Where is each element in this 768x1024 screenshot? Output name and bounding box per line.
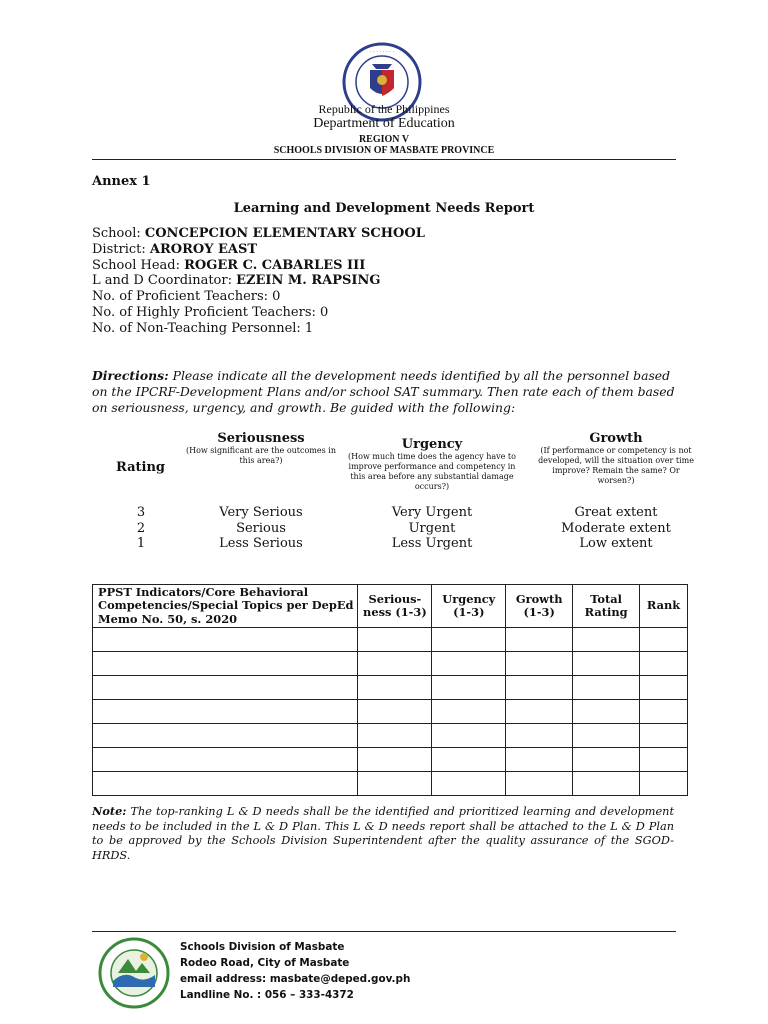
table-cell[interactable] xyxy=(573,748,640,772)
republic-text: Republic of the Philippines xyxy=(318,102,450,116)
table-cell[interactable] xyxy=(640,676,688,700)
coordinator-line: L and D Coordinator: EZEIN M. RAPSING xyxy=(92,273,381,289)
col-header-urgency: Urgency (1-3) xyxy=(432,585,506,628)
table-cell[interactable] xyxy=(432,724,506,748)
table-cell[interactable] xyxy=(93,628,358,652)
table-cell[interactable] xyxy=(573,676,640,700)
table-cell[interactable] xyxy=(93,676,358,700)
footer-email: email address: masbate@deped.gov.ph xyxy=(180,973,411,985)
col-header-growth: Growth (1-3) xyxy=(506,585,573,628)
growth-header: Growth (If performance or competency is not developed, will the situation over time improve? Remain the same? Or worsen?) xyxy=(538,431,694,485)
svg-text:· · · · · · · ·: · · · · · · · · xyxy=(370,49,394,55)
rating-numbers: 3 2 1 xyxy=(136,505,146,552)
table-cell[interactable] xyxy=(432,748,506,772)
col-header-rank: Rank xyxy=(640,585,688,628)
table-row xyxy=(93,676,688,700)
district-line: District: AROROY EAST xyxy=(92,241,258,257)
table-cell[interactable] xyxy=(640,724,688,748)
table-cell[interactable] xyxy=(640,748,688,772)
table-cell[interactable] xyxy=(358,700,432,724)
table-cell[interactable] xyxy=(573,700,640,724)
urgency-header: Urgency (How much time does the agency have to improve performance and competency in this area before any substantial damage occurs?) xyxy=(348,437,516,491)
table-row xyxy=(93,652,688,676)
table-cell[interactable] xyxy=(432,772,506,796)
table-row xyxy=(93,700,688,724)
footer-address: Rodeo Road, City of Masbate xyxy=(180,957,350,969)
urgency-levels: Very Urgent Urgent Less Urgent xyxy=(391,505,473,552)
table-cell[interactable] xyxy=(358,772,432,796)
col-header-seriousness: Serious-ness (1-3) xyxy=(358,585,432,628)
table-cell[interactable] xyxy=(93,724,358,748)
table-cell[interactable] xyxy=(432,700,506,724)
table-cell[interactable] xyxy=(573,628,640,652)
table-cell[interactable] xyxy=(573,724,640,748)
table-cell[interactable] xyxy=(93,772,358,796)
table-cell[interactable] xyxy=(93,700,358,724)
table-cell[interactable] xyxy=(432,676,506,700)
proficient-line: No. of Proficient Teachers: 0 xyxy=(92,289,281,305)
table-cell[interactable] xyxy=(506,676,573,700)
rating-label: Rating xyxy=(116,460,166,475)
seriousness-header: Seriousness (How significant are the outcomes in this area?) xyxy=(186,431,336,465)
region-text: REGION V xyxy=(358,134,410,145)
table-cell[interactable] xyxy=(506,628,573,652)
footer-landline: Landline No. : 056 – 333-4372 xyxy=(180,989,354,1001)
table-cell[interactable] xyxy=(506,772,573,796)
footer-contact xyxy=(180,939,410,1003)
table-cell[interactable] xyxy=(432,628,506,652)
footer-office: Schools Division of Masbate xyxy=(180,941,345,953)
report-title: Learning and Development Needs Report xyxy=(233,201,535,216)
school-info xyxy=(92,226,425,337)
table-cell[interactable] xyxy=(358,676,432,700)
table-cell[interactable] xyxy=(358,748,432,772)
table-cell[interactable] xyxy=(506,700,573,724)
table-cell[interactable] xyxy=(640,652,688,676)
table-cell[interactable] xyxy=(358,652,432,676)
annex-label: Annex 1 xyxy=(92,174,151,189)
sdo-masbate-seal-logo xyxy=(98,937,170,1009)
table-row xyxy=(93,628,688,652)
school-line: School: CONCEPCION ELEMENTARY SCHOOL xyxy=(92,226,425,241)
school-head-line: School Head: ROGER C. CABARLES III xyxy=(92,257,366,273)
division-text: SCHOOLS DIVISION OF MASBATE PROVINCE xyxy=(273,145,495,156)
table-cell[interactable] xyxy=(640,628,688,652)
table-cell[interactable] xyxy=(573,772,640,796)
note-paragraph: Note: The top-ranking L & D needs shall be the identified and prioritized learning and development needs to be included in the L & D Plan. This L & D needs report shall be attached to the L & D Plan to be approved by the Schools Division Superintendent after the quality assurance of the SGOD-HRDS. xyxy=(92,804,674,862)
table-cell[interactable] xyxy=(506,724,573,748)
table-row xyxy=(93,748,688,772)
table-cell[interactable] xyxy=(358,724,432,748)
department-text: Department of Education xyxy=(313,116,455,131)
col-header-indicators: PPST Indicators/Core Behavioral Competencies/Special Topics per DepEd Memo No. 50, s. 2020 xyxy=(93,585,358,628)
table-cell[interactable] xyxy=(358,628,432,652)
table-cell[interactable] xyxy=(640,772,688,796)
table-cell[interactable] xyxy=(93,652,358,676)
table-cell[interactable] xyxy=(432,652,506,676)
table-header-row xyxy=(93,585,688,628)
ld-needs-table xyxy=(92,584,688,796)
non-teaching-line: No. of Non-Teaching Personnel: 1 xyxy=(92,320,314,336)
col-header-total-rating: Total Rating xyxy=(573,585,640,628)
header-divider xyxy=(92,159,676,160)
directions-paragraph: Directions: Please indicate all the development needs identified by all the personnel based on the IPCRF-Development Plans and/or school SAT summary. Then rate each of them based on seriousness, urgency, and growth. Be guided with the following: xyxy=(92,368,675,415)
table-cell[interactable] xyxy=(640,700,688,724)
table-cell[interactable] xyxy=(506,748,573,772)
table-cell[interactable] xyxy=(93,748,358,772)
footer-divider xyxy=(92,931,676,932)
growth-levels: Great extent Moderate extent Low extent xyxy=(561,505,671,552)
table-row xyxy=(93,772,688,796)
highly-proficient-line: No. of Highly Proficient Teachers: 0 xyxy=(92,304,329,320)
table-row xyxy=(93,724,688,748)
table-cell[interactable] xyxy=(506,652,573,676)
seriousness-levels: Very Serious Serious Less Serious xyxy=(219,505,303,552)
table-cell[interactable] xyxy=(573,652,640,676)
